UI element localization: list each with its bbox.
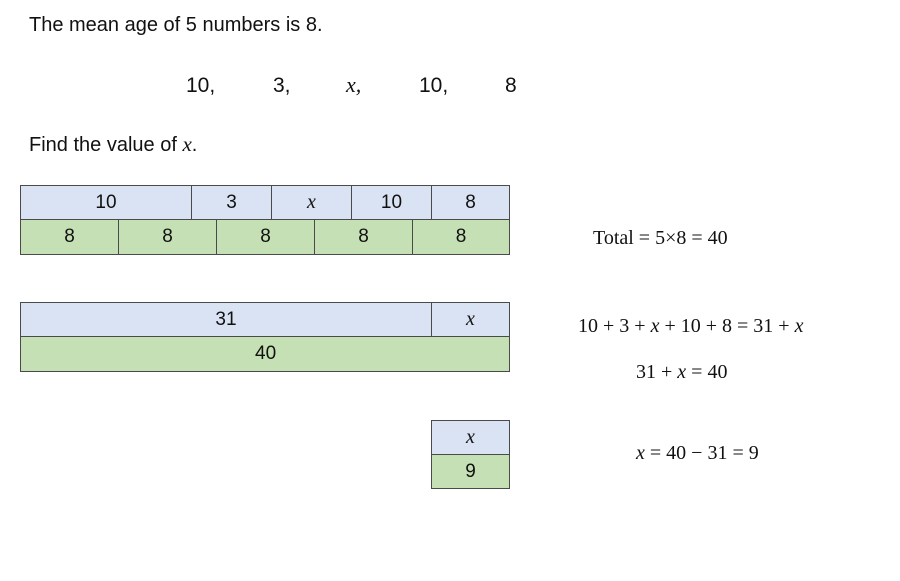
value-2: 3, xyxy=(273,74,291,97)
bar-cell-10: 10 xyxy=(20,185,192,220)
total-equation: Total = 5×8 = 40 xyxy=(593,227,728,249)
bar-cell-9: 9 xyxy=(431,454,510,489)
mean-cell: 8 xyxy=(216,219,315,255)
simplified-equation xyxy=(636,361,727,384)
bar-cell-x xyxy=(431,420,510,455)
bar-cell-8: 8 xyxy=(431,185,510,220)
bar-cell-x xyxy=(431,302,510,337)
bar-cell-x-label: x xyxy=(466,308,475,330)
prompt-variable: x xyxy=(182,132,192,156)
prompt-text: Find the value of xyxy=(29,134,183,156)
question-prompt xyxy=(29,132,197,157)
eq-part: = 40 xyxy=(686,361,728,383)
eq-variable: x xyxy=(794,315,804,337)
bar-cell-x xyxy=(271,185,352,220)
mean-cell: 8 xyxy=(412,219,510,255)
solution-equation xyxy=(636,442,759,465)
bar-cell-x-label: x xyxy=(466,426,475,448)
bar-cell-31: 31 xyxy=(20,302,432,337)
value-3: x, xyxy=(346,72,362,97)
value-5: 8 xyxy=(505,74,517,97)
prompt-end: . xyxy=(191,134,198,156)
bar-cell-x-label: x xyxy=(307,191,316,213)
eq-variable: x xyxy=(677,361,687,383)
eq-variable: x xyxy=(636,442,645,464)
value-1: 10, xyxy=(186,74,216,97)
eq-part: = 40 − 31 = 9 xyxy=(644,442,759,464)
mean-cell: 8 xyxy=(118,219,217,255)
value-4: 10, xyxy=(419,74,449,97)
mean-cell: 8 xyxy=(314,219,413,255)
eq-part: + 10 + 8 = 31 + xyxy=(659,315,795,337)
eq-variable: x xyxy=(650,315,660,337)
eq-part: 31 + xyxy=(636,361,678,383)
bar-cell-3: 3 xyxy=(191,185,272,220)
eq-part: 10 + 3 + xyxy=(578,315,651,337)
bar-cell-40: 40 xyxy=(20,336,510,372)
question-statement: The mean age of 5 numbers is 8. xyxy=(29,14,323,36)
mean-cell: 8 xyxy=(20,219,119,255)
bar-cell-10b: 10 xyxy=(351,185,432,220)
sum-equation xyxy=(578,315,803,338)
